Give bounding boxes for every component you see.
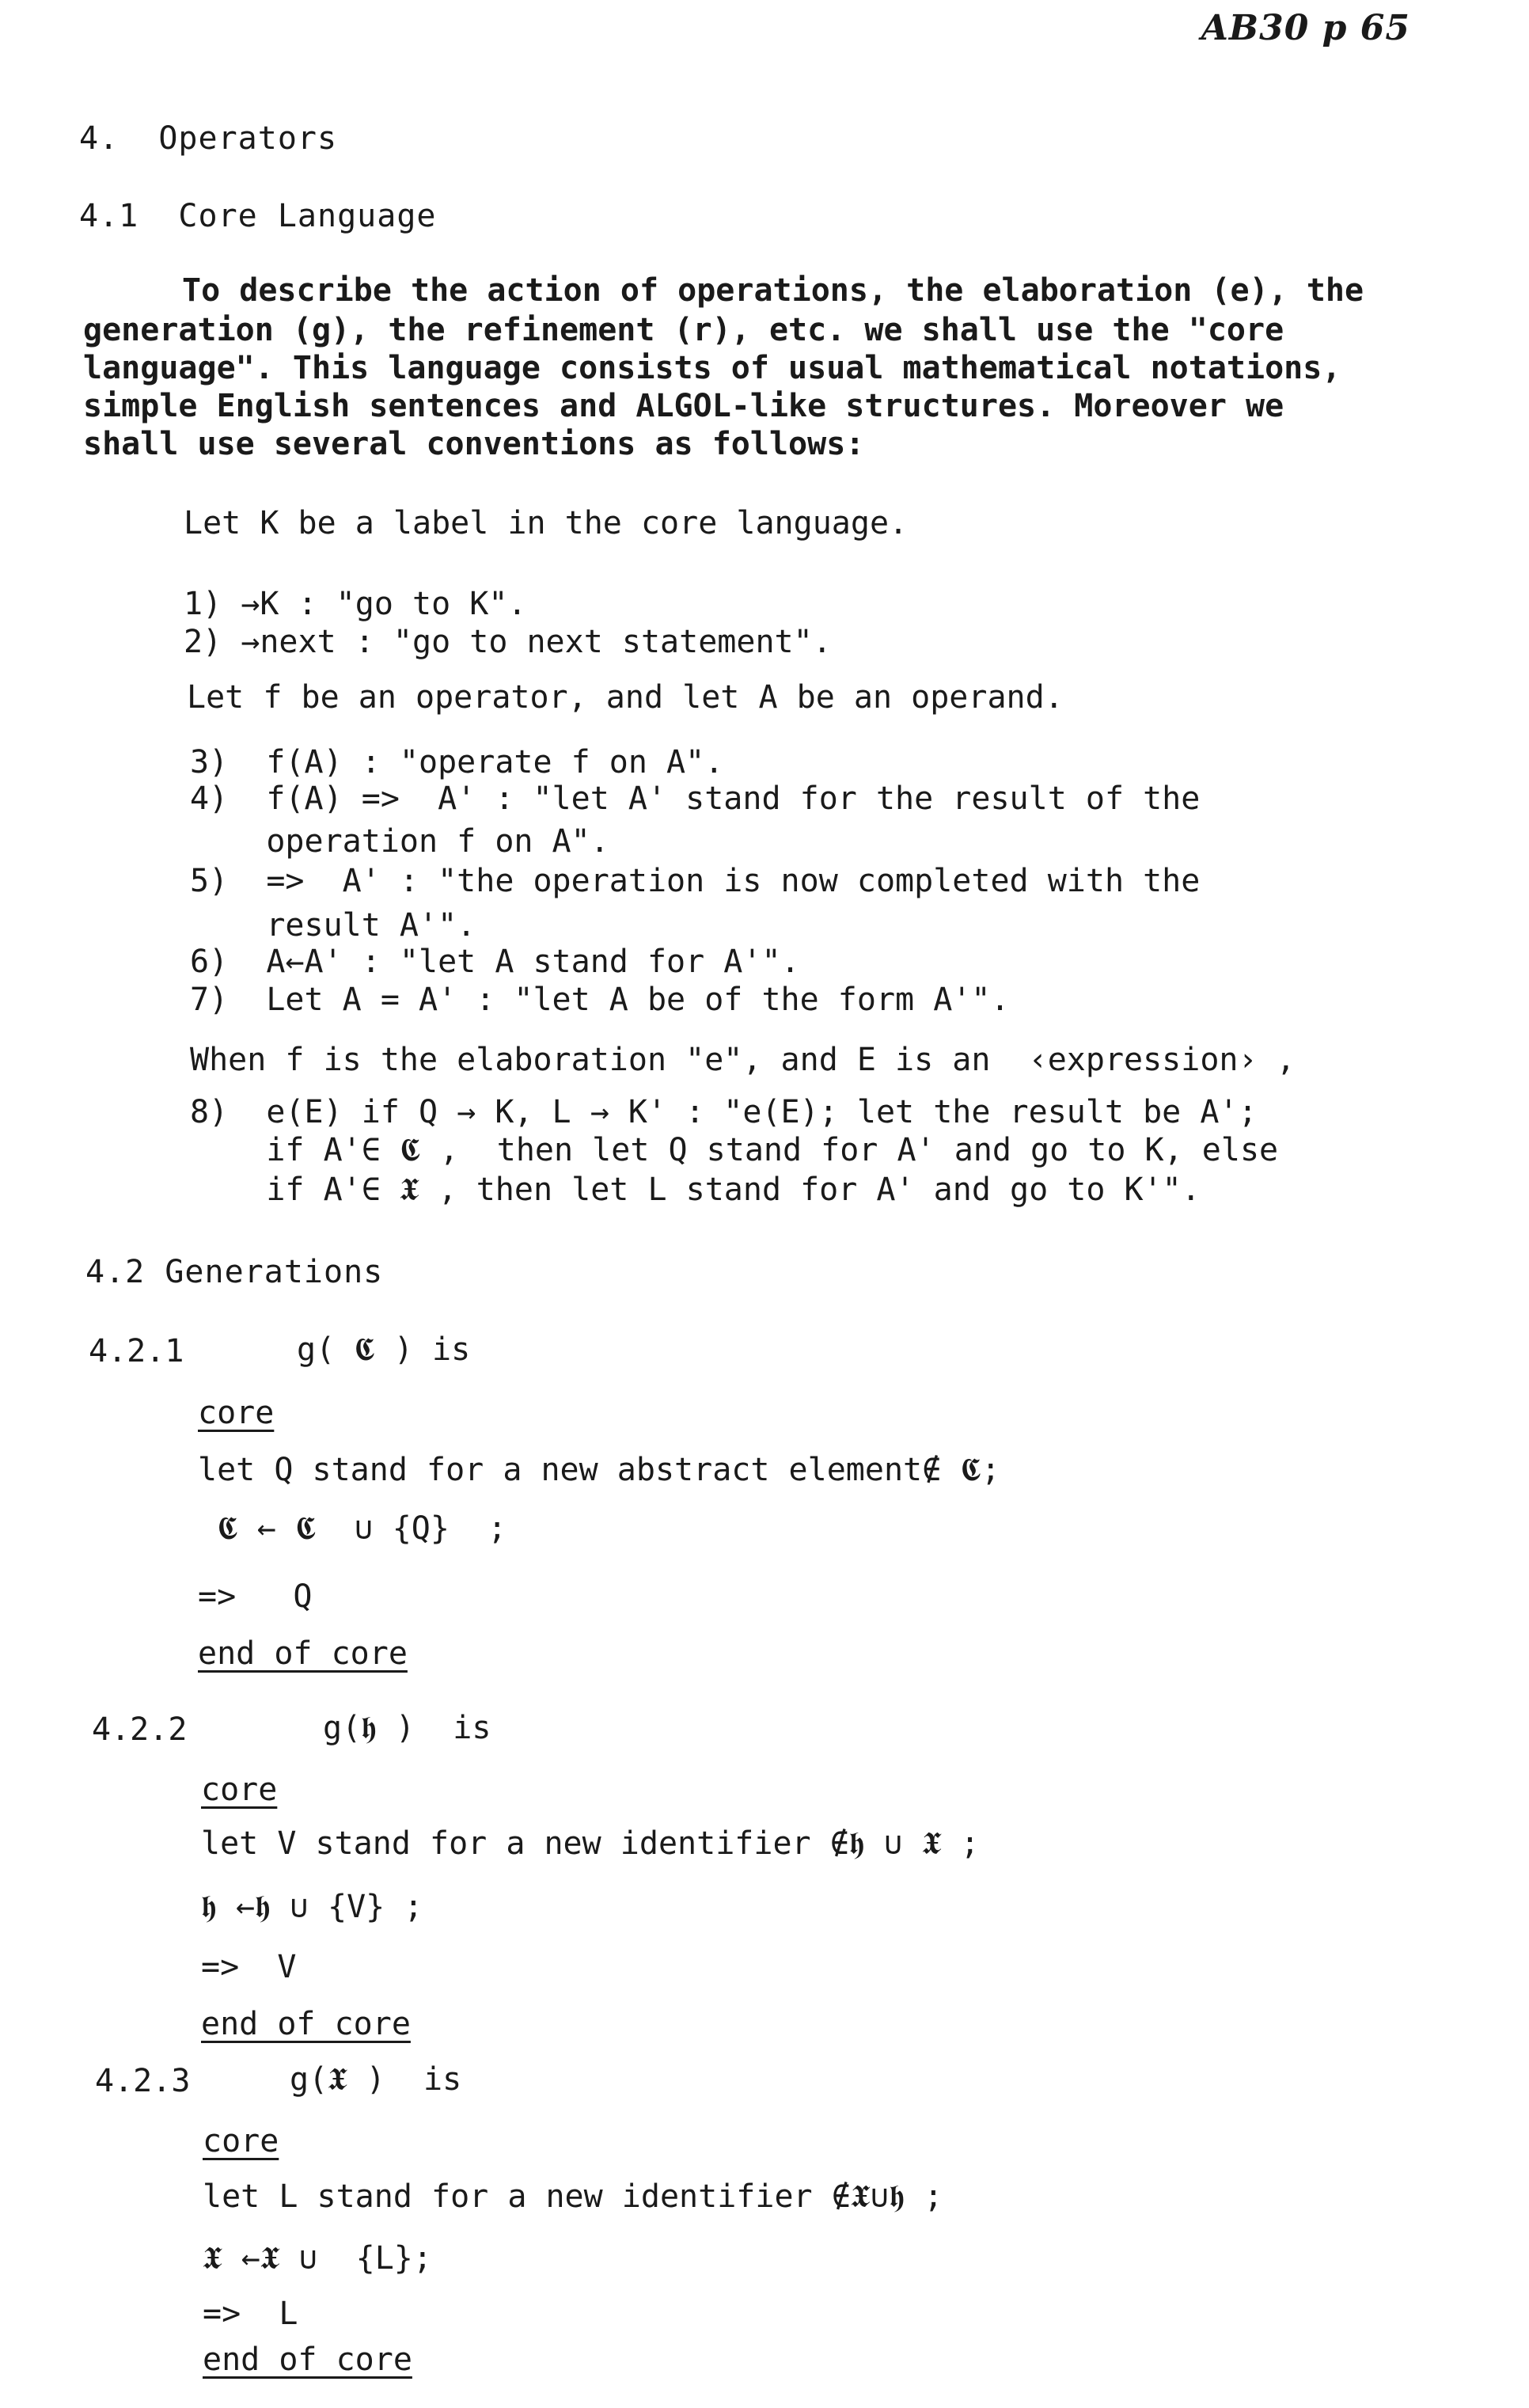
subsection-4-2-3-heading: g(𝖃 ) is [290,2061,462,2098]
core-result: => V [201,1949,297,1985]
core-assignment: 𝖍 ←𝖍 ∪ {V} ; [201,1889,423,1925]
section-4-2-heading: 4.2 Generations [85,1254,384,1290]
end-of-core: end of core [198,1635,408,1672]
convention-item: 7) Let A = A' : "let A be of the form A'". [190,982,1010,1018]
convention-item: 3) f(A) : "operate f on A". [190,744,724,781]
core-keyword: core [198,1395,275,1431]
convention-item-continued: if A'∈ 𝖃 , then let L stand for A' and go to K'". [190,1172,1201,1208]
core-assignment: 𝖃 ←𝖃 ∪ {L}; [203,2240,432,2277]
page-identifier: AB30 p 65 [1201,8,1410,48]
convention-item-continued: if A'∈ 𝕮 , then let Q stand for A' and go to K, else [190,1132,1279,1168]
paragraph-line: generation (g), the refinement (r), etc. we shall use the "core [83,312,1284,348]
subsection-4-2-2-number: 4.2.2 [92,1711,188,1748]
convention-item: 2) →next : "go to next statement". [184,624,832,660]
paragraph-line: language". This language consists of usual mathematical notations, [83,350,1341,386]
section-4-heading [79,119,337,158]
paragraph-line: simple English sentences and ALGOL-like structures. Moreover we [83,388,1284,424]
core-statement: let Q stand for a new abstract element∉ 𝕮; [198,1452,1000,1488]
core-result: => Q [198,1578,313,1615]
elaboration-definition: When f is the elaboration "e", and E is an ‹expression› , [190,1042,1296,1078]
core-keyword: core [203,2123,279,2159]
end-of-core: end of core [203,2342,412,2378]
convention-item-continued: operation f on A". [190,823,609,860]
core-statement: let V stand for a new identifier ∉𝖍 ∪ 𝖃 ; [201,1825,980,1862]
subsection-4-2-1-heading: g( 𝕮 ) is [297,1331,471,1368]
paragraph-line: shall use several conventions as follows: [83,426,865,462]
core-assignment: 𝕮 ← 𝕮 ∪ {Q} ; [198,1510,507,1547]
subsection-4-2-3-number: 4.2.3 [95,2063,191,2099]
core-result: => L [203,2296,298,2332]
convention-item: 8) e(E) if Q → K, L → K' : "e(E); let the result be A'; [190,1094,1258,1130]
paragraph-line: To describe the action of operations, the elaboration (e), the [182,272,1364,309]
core-statement: let L stand for a new identifier ∉𝖃∪𝖍 ; [203,2178,943,2215]
convention-item: 5) => A' : "the operation is now completed with the [190,863,1201,899]
operator-definition: Let f be an operator, and let A be an operand. [187,679,1064,716]
section-4-title: Operators [158,120,338,157]
convention-item: 4) f(A) => A' : "let A' stand for the result of the [190,781,1201,817]
convention-item-continued: result A'". [190,907,476,944]
convention-item: 6) A←A' : "let A stand for A'". [190,944,800,980]
convention-item: 1) →K : "go to K". [184,586,527,622]
subsection-4-2-1-number: 4.2.1 [89,1333,184,1369]
section-4-1-title: Core Language [178,198,437,234]
core-keyword: core [201,1772,278,1808]
section-4-1-heading [79,196,437,236]
section-4-1-number: 4.1 [79,198,139,234]
section-4-number: 4. [79,120,120,157]
label-definition: Let K be a label in the core language. [184,505,909,541]
end-of-core: end of core [201,2006,411,2042]
subsection-4-2-2-heading: g(𝖍 ) is [323,1710,491,1746]
